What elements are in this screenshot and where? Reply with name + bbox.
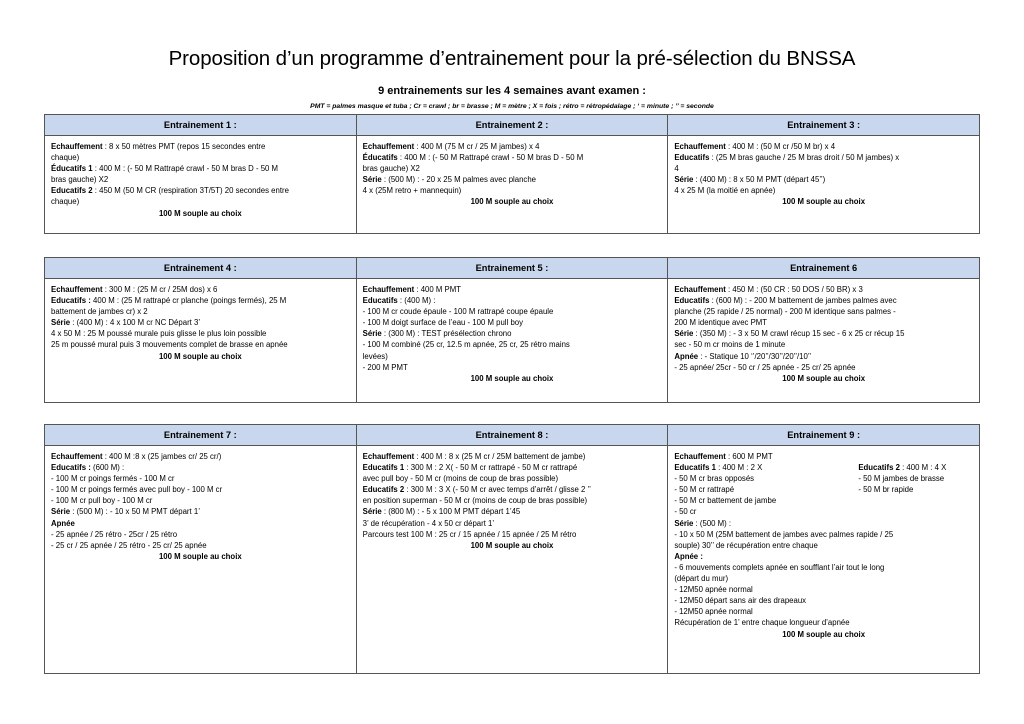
label: Série bbox=[51, 507, 71, 517]
text: : 400 M : (- 50 M Rattrapé crawl - 50 M bras D - 50 M bbox=[92, 164, 279, 174]
text: : 400 M (75 M cr / 25 M jambes) x 4 bbox=[414, 142, 540, 151]
session-1-header: Entrainement 1 : bbox=[45, 115, 357, 136]
label: Educatifs 1 bbox=[674, 463, 716, 473]
label: Educatifs bbox=[674, 296, 710, 306]
cooldown-note: 100 M souple au choix bbox=[782, 629, 866, 639]
session-5-content bbox=[356, 279, 668, 403]
label: Educatifs bbox=[362, 296, 398, 306]
session-5-header: Entrainement 5 : bbox=[356, 258, 668, 279]
text: : 450 M : (50 CR : 50 DOS / 50 BR) x 3 bbox=[725, 285, 863, 294]
label: Echauffement bbox=[51, 452, 103, 461]
cooldown-note: 100 M souple au choix bbox=[470, 540, 554, 550]
text: bras gauche) X2 bbox=[362, 164, 420, 174]
session-4-header: Entrainement 4 : bbox=[45, 258, 357, 279]
abbreviation-legend: PMT = palmes masque et tuba ; Cr = crawl ; br = brasse ; M = mètre ; X = fois ; rétro = rétropédalage ; ‘ = minute ; ’’ = seconde bbox=[310, 103, 714, 110]
text: en position superman - 50 M cr (moins de coup de bras possible) bbox=[362, 496, 588, 506]
label: Educatifs 1 bbox=[362, 463, 405, 473]
label: Apnée bbox=[51, 518, 75, 528]
label: Série bbox=[674, 175, 694, 185]
training-table-1 bbox=[44, 114, 980, 234]
text: - 100 M cr poings fermés - 100 M cr bbox=[51, 474, 175, 484]
text: 4 x (25M retro + mannequin) bbox=[362, 186, 462, 196]
text: - 6 mouvements complets apnée en soufflant l’air tout le long bbox=[674, 562, 885, 572]
text: : 400 M :8 x (25 jambes cr/ 25 cr/) bbox=[102, 452, 222, 461]
session-3-header: Entrainement 3 : bbox=[668, 115, 980, 136]
text: levées) bbox=[362, 351, 388, 361]
text: : 8 x 50 mètres PMT (repos 15 secondes entre bbox=[102, 142, 266, 151]
text: : (500 M) : - 10 x 50 M PMT départ 1’ bbox=[70, 507, 200, 517]
text: chaque) bbox=[51, 197, 80, 207]
session-8-content bbox=[356, 446, 668, 674]
label: Educatifs : bbox=[51, 296, 91, 306]
text: : (400 M) : 8 x 50 M PMT (départ 45’’) bbox=[693, 175, 826, 185]
text: 400 M : (25 M rattrapé cr planche (poings fermés), 25 M bbox=[90, 296, 287, 306]
text: : 400 M : 4 X bbox=[899, 463, 947, 473]
educatifs-columns bbox=[674, 462, 973, 495]
text: - 50 M cr bras opposés bbox=[674, 474, 755, 484]
text: (départ du mur) bbox=[674, 574, 729, 584]
cooldown-note: 100 M souple au choix bbox=[158, 551, 242, 561]
text: - 50 cr bbox=[674, 507, 697, 517]
text: 3’ de récupération - 4 x 50 cr départ 1’ bbox=[362, 518, 495, 528]
text: : 300 M : 3 X (- 50 M cr avec temps d’arrêt / glisse 2 ’’ bbox=[404, 485, 591, 495]
session-7-content bbox=[45, 446, 357, 674]
label: Série bbox=[362, 175, 382, 185]
text: - 100 M doigt surface de l’eau - 100 M pull boy bbox=[362, 318, 524, 328]
text: : (25 M bras gauche / 25 M bras droit / 50 M jambes) x bbox=[709, 153, 900, 163]
cooldown-note: 100 M souple au choix bbox=[158, 208, 242, 218]
session-9-content bbox=[668, 446, 980, 674]
text: : 450 M (50 M CR (respiration 3T/5T) 20 secondes entre bbox=[92, 186, 289, 196]
text: bras gauche) X2 bbox=[51, 175, 109, 185]
text: - 200 M PMT bbox=[362, 362, 408, 372]
session-2-content bbox=[356, 136, 668, 234]
text: - 100 M combiné (25 cr, 12.5 m apnée, 25 cr, 25 rétro mains bbox=[362, 340, 570, 350]
text: 4 bbox=[674, 164, 679, 174]
text: - 12M50 apnée normal bbox=[674, 585, 753, 595]
text: : (500 M) : bbox=[693, 518, 732, 528]
text: : bbox=[698, 551, 703, 561]
text: - 100 M cr poings fermés avec pull boy - 100 M cr bbox=[51, 485, 223, 495]
text: : 400 M : 8 x (25 M cr / 25M battement de jambe) bbox=[414, 452, 586, 461]
text: : (400 M) : bbox=[397, 296, 436, 306]
text: avec pull boy - 50 M cr (moins de coup de bras possible) bbox=[362, 474, 559, 484]
session-8-header: Entrainement 8 : bbox=[356, 425, 668, 446]
cooldown-note: 100 M souple au choix bbox=[158, 351, 242, 361]
text: souple) 30’’ de récupération entre chaque bbox=[674, 540, 818, 550]
label: Echauffement bbox=[362, 452, 415, 461]
text: chaque) bbox=[51, 153, 80, 163]
label: Éducatifs 1 bbox=[51, 164, 93, 174]
label: Educatifs 2 bbox=[858, 463, 900, 473]
label: Educatifs 2 bbox=[362, 485, 405, 495]
cooldown-note: 100 M souple au choix bbox=[782, 373, 866, 383]
text: battement de jambes cr) x 2 bbox=[51, 307, 148, 317]
text: : 300 M : (25 M cr / 25M dos) x 6 bbox=[102, 285, 218, 294]
session-3-content bbox=[668, 136, 980, 234]
label: Echauffement bbox=[674, 452, 726, 461]
cooldown-note: 100 M souple au choix bbox=[470, 197, 554, 207]
text: (600 M) : bbox=[90, 463, 125, 473]
text: Récupération de 1’ entre chaque longueur d’apnée bbox=[674, 618, 850, 628]
label: Educatifs 2 bbox=[51, 186, 93, 196]
text: 25 m poussé mural puis 3 mouvements complet de brasse en apnée bbox=[51, 340, 288, 350]
label: Éducatifs bbox=[362, 153, 398, 163]
text: : (500 M) : - 20 x 25 M palmes avec planche bbox=[381, 175, 537, 185]
text: : 400 M PMT bbox=[414, 285, 462, 294]
text: : 400 M : 2 X bbox=[715, 463, 763, 473]
text: - 10 x 50 M (25M battement de jambes avec palmes rapide / 25 bbox=[674, 529, 894, 539]
session-7-header: Entrainement 7 : bbox=[45, 425, 357, 446]
label: Série bbox=[674, 329, 694, 339]
cooldown-note: 100 M souple au choix bbox=[470, 373, 554, 383]
text: - 25 apnée / 25 rétro - 25cr / 25 rétro bbox=[51, 529, 178, 539]
text: - 50 M cr rattrapé bbox=[674, 485, 735, 495]
label: Série bbox=[674, 518, 694, 528]
text: 200 M identique avec PMT bbox=[674, 318, 768, 328]
text: - 100 M cr pull boy - 100 M cr bbox=[51, 496, 153, 506]
session-6-header: Entrainement 6 bbox=[668, 258, 980, 279]
text: : - Statique 10 ‘’/20’’/30’’/20’’/10’’ bbox=[698, 351, 812, 361]
training-table-2 bbox=[44, 257, 980, 403]
label: Echauffement bbox=[362, 142, 415, 151]
text: : (800 M) : - 5 x 100 M PMT départ 1’45 bbox=[381, 507, 521, 517]
page-title: Proposition d’un programme d’entrainement pour la pré-sélection du BNSSA bbox=[168, 47, 856, 70]
label: Série bbox=[51, 318, 71, 328]
label: Echauffement bbox=[674, 285, 726, 294]
text: : 400 M : (- 50 M Rattrapé crawl - 50 M bras D - 50 M bbox=[397, 153, 584, 163]
session-2-header: Entrainement 2 : bbox=[356, 115, 668, 136]
text: - 50 M jambes de brasse bbox=[858, 474, 945, 484]
text: 4 x 25 M (la moitié en apnée) bbox=[674, 186, 776, 196]
label: Educatifs bbox=[674, 153, 710, 163]
text: : 400 M : (50 M cr /50 M br) x 4 bbox=[725, 142, 836, 151]
text: : (400 M) : 4 x 100 M cr NC Départ 3’ bbox=[70, 318, 201, 328]
text: planche (25 rapide / 25 normal) - 200 M identique sans palmes - bbox=[674, 307, 896, 317]
session-4-content bbox=[45, 279, 357, 403]
text: - 50 M br rapide bbox=[858, 485, 914, 495]
text: 4 x 50 M : 25 M poussé murale puis glisse le plus loin possible bbox=[51, 329, 267, 339]
session-1-content bbox=[45, 136, 357, 234]
label: Educatifs : bbox=[51, 463, 91, 473]
cooldown-note: 100 M souple au choix bbox=[782, 197, 866, 207]
page-subtitle: 9 entrainements sur les 4 semaines avant examen : bbox=[378, 85, 646, 97]
label: Echauffement bbox=[674, 142, 726, 151]
text: : (600 M) : - 200 M battement de jambes palmes avec bbox=[709, 296, 897, 306]
label: Echauffement bbox=[51, 142, 103, 151]
label: Série bbox=[362, 329, 382, 339]
label: Echauffement bbox=[51, 285, 103, 294]
training-table-3 bbox=[44, 424, 980, 674]
text: - 50 M cr battement de jambe bbox=[674, 496, 777, 506]
text: - 25 cr / 25 apnée / 25 rétro - 25 cr/ 25 apnée bbox=[51, 540, 207, 550]
text: : (300 M) : TEST présélection chrono bbox=[381, 329, 512, 339]
text: : 600 M PMT bbox=[725, 452, 773, 461]
text: - 12M50 apnée normal bbox=[674, 607, 753, 617]
session-6-content bbox=[668, 279, 980, 403]
label: Apnée bbox=[674, 551, 699, 561]
text: - 25 apnée/ 25cr - 50 cr / 25 apnée - 25 cr/ 25 apnée bbox=[674, 362, 856, 372]
text: sec - 50 m cr moins de 1 minute bbox=[674, 340, 786, 350]
label: Apnée bbox=[674, 351, 699, 361]
text: : 300 M : 2 X( - 50 M cr rattrapé - 50 M cr rattrapé bbox=[404, 463, 578, 473]
text: : (350 M) : - 3 x 50 M crawl récup 15 sec - 6 x 25 cr récup 15 bbox=[693, 329, 905, 339]
text: - 12M50 départ sans air des drapeaux bbox=[674, 596, 807, 606]
text: Parcours test 100 M : 25 cr / 15 apnée / 15 apnée / 25 M rétro bbox=[362, 529, 577, 539]
label: Série bbox=[362, 507, 382, 517]
session-9-header: Entrainement 9 : bbox=[668, 425, 980, 446]
label: Echauffement bbox=[362, 285, 415, 294]
text: - 100 M cr coude épaule - 100 M rattrapé coupe épaule bbox=[362, 307, 554, 317]
